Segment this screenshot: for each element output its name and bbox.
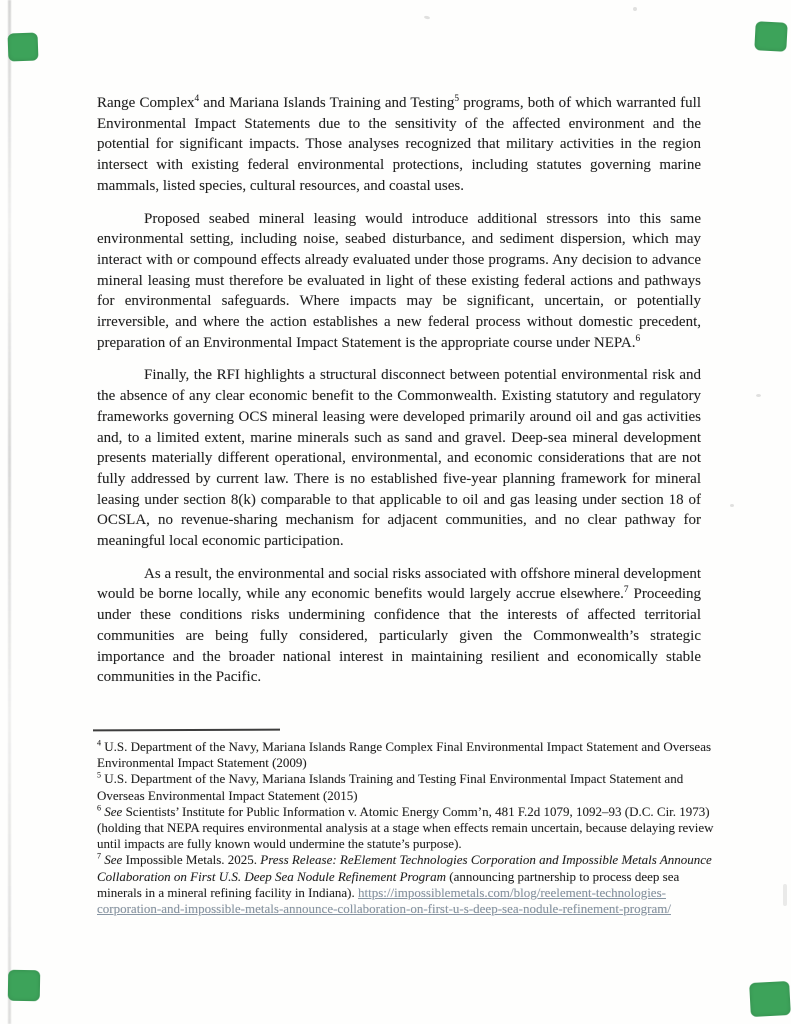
paragraph-text: Finally, the RFI highlights a structural disconnect between potential environmental risk and the absence of any clear economic benefit to the Commonwealth. Existing statutory and regulatory frameworks governing OCS mineral leasing were developed primarily around oil and gas activities and, to a limited extent, marine minerals such as sand and gravel. Deep-sea mineral development presents materially different operational, environmental, and economic considerations that are not fully addressed by current law. There is no established five-year planning framework for mineral leasing under section 8(k) comparable to that applicable to oil and gas leasing under section 18 of OCSLA, no revenue-sharing mechanism for adjacent communities, and no clear pathway for meaningful local economic participation. [97, 367, 701, 550]
page-edge-shadow [8, 0, 11, 1024]
paragraph-text: Proceeding under these conditions risks undermining confidence that the interests of affected territorial communities are being fully considered, particularly given the Commonwealth’s strategic importance and the broader national interest in maintaining resilient and economically stable communities in the Pacific. [97, 586, 701, 686]
footnote-signal-see: See [101, 803, 123, 819]
footnote-ref-5: 5 [454, 94, 460, 104]
scan-speck [783, 884, 787, 906]
scanner-mark-bottom-right [749, 981, 791, 1017]
footnotes [97, 739, 723, 917]
paragraph-2 [97, 209, 701, 354]
paragraph-1 [97, 93, 701, 197]
footnote-7 [97, 852, 723, 917]
letter-body [97, 93, 701, 688]
footnote-text: Impossible Metals. 2025. [122, 852, 261, 868]
scanner-mark-top-left [8, 32, 39, 61]
footnote-text: Scientists’ Institute for Public Information v. Atomic Energy Comm’n, 481 F.2d 1079, 1092–93 (D.C. Cir. 1973) (holding that NEPA requires environmental analysis at a stage when effects remain uncertain, because delaying review until impacts are fully known would undermine the statute’s purpose). [97, 803, 714, 852]
footnote-number: 6 [97, 803, 102, 813]
scanner-mark-bottom-left [8, 970, 41, 1002]
footnote-url-link[interactable]: https://impossiblemetals.com/blog/reelement-technologies-corporation-and-impossible-metals-announce-collaboration-on-first-u-s-deep-sea-nodule-refinement-program/ [97, 884, 671, 917]
paragraph-text: and Mariana Islands Training and Testing [199, 95, 455, 111]
scan-speck [633, 7, 637, 11]
footnote-6 [97, 804, 723, 853]
paragraph-3 [97, 365, 701, 551]
footnote-number: 4 [97, 738, 102, 748]
paragraph-text: As a result, the environmental and social risks associated with offshore mineral development would be borne locally, while any economic benefits would largely accrue elsewhere. [97, 565, 701, 603]
paragraph-4 [97, 564, 701, 688]
footnote-ref-7: 7 [623, 585, 629, 596]
footnote-4 [97, 739, 723, 771]
footnote-text: U.S. Department of the Navy, Mariana Islands Training and Testing Final Environmental Impact Statement and Overseas Environmental Impact Statement (2015) [97, 771, 684, 803]
footnote-press-release-title: Press Release: ReElement Technologies Corporation and Impossible Metals Announce Collaboration on First U.S. Deep Sea Nodule Refinement Program [97, 852, 712, 884]
scan-speck [756, 394, 761, 397]
footnote-signal-see: See [101, 852, 123, 868]
footnote-ref-4: 4 [194, 94, 200, 104]
scanner-mark-top-right [754, 21, 787, 52]
footnote-number: 5 [97, 771, 102, 781]
paragraph-text: Proposed seabed mineral leasing would introduce additional stressors into this same environmental setting, including noise, seabed disturbance, and sediment dispersion, which may interact with or compound effects already evaluated under those programs. Any decision to advance mineral leasing must therefore be evaluated in light of these existing federal actions and pathways for environmental safeguards. Where impacts may be significant, uncertain, or potentially irreversible, and where the action establishes a new federal process without domestic precedent, preparation of an Environmental Impact Statement is the appropriate course under NEPA. [97, 210, 701, 351]
footnote-5 [97, 771, 723, 803]
footnote-separator [93, 729, 280, 732]
paragraph-text: programs, both of which warranted full Environmental Impact Statements due to the sensitivity of the affected environment and the potential for significant impacts. Those analyses recognized that military activities in the region intersect with existing federal environmental protections, including statutes governing marine mammals, listed species, cultural resources, and coastal uses. [97, 95, 701, 194]
scan-speck [424, 15, 430, 19]
footnote-text: (announcing partnership to process deep sea minerals in a mineral refining facility in Indiana). [97, 868, 680, 900]
footnote-text: U.S. Department of the Navy, Mariana Islands Range Complex Final Environmental Impact Statement and Overseas Environmental Impact Statement (2009) [97, 739, 712, 771]
footnote-number: 7 [97, 852, 102, 862]
scan-speck [730, 504, 734, 507]
paragraph-text: Range Complex [97, 95, 195, 111]
footnote-ref-6: 6 [635, 333, 641, 344]
